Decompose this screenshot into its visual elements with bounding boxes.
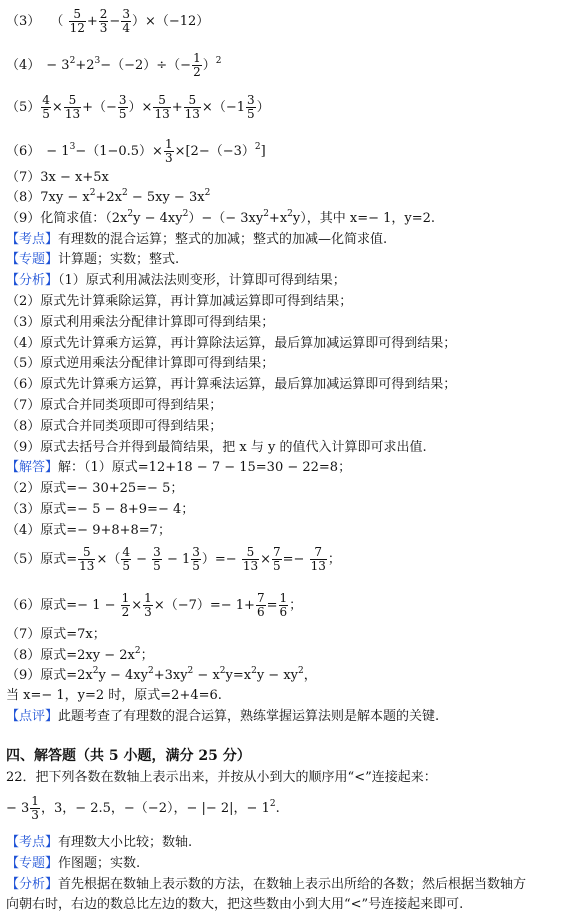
text-fragment: 7xy − x (40, 190, 90, 205)
answer-5 (6, 546, 341, 573)
text-fragment: ）−（− 3xy (188, 211, 264, 226)
answer-2: （2）原式=− 30+25=− 5； (6, 481, 184, 496)
text-fragment: （ (50, 14, 64, 29)
text-fragment: 2 (121, 188, 128, 198)
problem-4 (6, 52, 221, 79)
fenxi (6, 273, 346, 289)
text-fragment: 2 (298, 666, 304, 676)
analysis-line: （9）原式去括号合并得到最简结果，把 x 与 y 的值代入计算即可求出值. (6, 440, 427, 455)
text-fragment: ， (303, 668, 317, 683)
text-fragment: （7） (6, 170, 41, 185)
fraction (143, 592, 153, 619)
analysis-line: （2）原式先计算乘除运算，再计算加减运算即可得到结果； (6, 294, 353, 309)
problem-9 (6, 211, 435, 227)
text-fragment: +（− (82, 100, 117, 115)
text-fragment: 2 (263, 209, 269, 219)
text-fragment: 2 (219, 666, 226, 676)
text-fragment: 4 (122, 545, 130, 559)
text-fragment: ×[2−（−3） (174, 144, 255, 159)
text-fragment: （6）原式=− 1 − (6, 598, 120, 613)
analysis-line: （7）原式合并同类项即可得到结果； (6, 398, 223, 413)
problem-6 (6, 138, 266, 165)
answer-6 (6, 592, 302, 619)
text-fragment: 6 (256, 605, 265, 619)
fraction (41, 94, 51, 121)
text-fragment: y − 4xy (133, 211, 183, 226)
text-fragment: − (132, 552, 152, 567)
text-fragment: + (171, 100, 183, 115)
text-fragment: × (51, 100, 63, 115)
text-fragment: 首先根据在数轴上表示数的方法，在数轴上表示出所给的各数；然后根据当数轴方 (58, 877, 527, 892)
text-fragment: 5 (153, 94, 170, 108)
problem-8 (6, 190, 210, 206)
kaodian-tag: 【考点】 (6, 232, 59, 247)
text-fragment: = (266, 598, 278, 613)
text-fragment: 3 (122, 7, 130, 21)
text-fragment: ，3，− 2.5，−（−2），− |− 2|，− 1 (40, 801, 270, 816)
text-fragment: 12 (69, 21, 85, 35)
text-fragment: 6 (279, 605, 288, 619)
answer-7: （7）原式=7x； (6, 627, 106, 642)
text-fragment: 3 (31, 808, 39, 822)
text-fragment: ×（−7）=− 1+ (153, 598, 255, 613)
text-fragment: − 1 (46, 144, 70, 159)
fraction (152, 546, 162, 573)
text-fragment: 5 (242, 546, 259, 560)
text-fragment: ） (202, 58, 216, 73)
problem-3 (6, 8, 209, 35)
fenxi-2-cont: 向朝右时，右边的数总比左边的数大，把这些数由小到大用“<”号连接起来即可. (6, 897, 464, 912)
text-fragment: y − 4xy (98, 668, 148, 683)
analysis-line: （8）原式合并同类项即可得到结果； (6, 419, 223, 434)
text-fragment: （5） (6, 100, 41, 115)
text-fragment: 13 (184, 107, 200, 121)
dianping (6, 709, 439, 725)
text-fragment: 1 (121, 591, 130, 605)
text-fragment: 2 (147, 666, 154, 676)
text-fragment: （9） (6, 211, 41, 226)
text-fragment: 13 (64, 107, 81, 121)
text-fragment: （1）原式利用减法法则变形，计算即可得到结果； (58, 273, 346, 288)
text-fragment: 3 (99, 21, 108, 35)
text-fragment: 4 (42, 93, 50, 107)
text-fragment: （9）原式=2x (6, 668, 93, 683)
zhuanti-tag: 【专题】 (6, 252, 59, 267)
text-fragment: 3 (144, 605, 152, 619)
fraction (121, 546, 131, 573)
text-fragment: （8）原式=2xy − 2x (6, 648, 135, 663)
text-fragment: =− (282, 552, 309, 567)
text-fragment: 5 (78, 546, 95, 560)
fraction (78, 546, 95, 573)
text-fragment: + (86, 14, 98, 29)
text-fragment: ； (289, 598, 303, 613)
text-fragment: 2 (215, 56, 222, 66)
fraction (246, 94, 256, 121)
text-fragment: 5 (118, 107, 127, 121)
text-fragment: 3 (94, 56, 101, 66)
text-fragment: 5 (246, 107, 255, 121)
fraction (256, 592, 266, 619)
text-fragment: 3 (153, 545, 161, 559)
zhuanti-2 (6, 856, 140, 872)
text-fragment: − x (193, 668, 220, 683)
text-fragment: 2 (69, 56, 76, 66)
analysis-line: （4）原式先计算乘方运算，再计算除法运算，最后算加减运算即可得到结果； (6, 336, 457, 351)
text-fragment: 2 (193, 65, 201, 79)
text-fragment: ×（ (96, 552, 121, 567)
text-fragment: 有理数的混合运算；整式的加减；整式的加减—化简求值. (58, 232, 388, 247)
text-fragment: 3 (164, 151, 173, 165)
problem-22-numbers (6, 795, 280, 822)
answer-4: （4）原式=− 9+8+8=7； (6, 523, 171, 538)
text-fragment: 2 (89, 188, 96, 198)
text-fragment: − (109, 14, 121, 29)
text-fragment: （8） (6, 190, 41, 205)
text-fragment: +x (268, 211, 288, 226)
text-fragment: （4） (6, 58, 41, 73)
jieda-tag: 【解答】 (6, 460, 59, 475)
fraction (118, 94, 128, 121)
text-fragment: ； (140, 648, 154, 663)
text-fragment: （3） (6, 14, 41, 29)
text-fragment: × (260, 552, 271, 567)
text-fragment: 13 (242, 559, 259, 573)
text-fragment: − 3 (6, 801, 30, 816)
text-fragment: 2 (92, 666, 99, 676)
text-fragment: 7 (310, 546, 327, 560)
text-fragment: 5 (64, 94, 81, 108)
text-fragment: 2 (121, 605, 130, 619)
fraction (64, 94, 81, 121)
fraction (30, 795, 40, 822)
text-fragment: +2x (95, 190, 122, 205)
text-fragment: 7 (273, 545, 281, 559)
answer-8 (6, 648, 154, 664)
text-fragment: 5 (122, 559, 130, 573)
fraction (242, 546, 259, 573)
problem-22: 22．把下列各数在数轴上表示出来，并按从小到大的顺序用“<”连接起来： (6, 770, 437, 785)
zhuanti-tag: 【专题】 (6, 856, 59, 871)
text-fragment: 2 (187, 666, 194, 676)
fraction (153, 94, 170, 121)
text-fragment: y），其中 x=− 1，y=2. (292, 211, 436, 226)
text-fragment: 2 (269, 799, 276, 809)
fraction (69, 8, 86, 35)
text-fragment: ） (256, 100, 270, 115)
text-fragment: 5 (42, 107, 50, 121)
text-fragment: 1 (164, 137, 173, 151)
text-fragment: 1 (144, 591, 152, 605)
analysis-line: （3）原式利用乘法分配律计算即可得到结果； (6, 315, 275, 330)
text-fragment: 解：（1）原式=12+18 − 7 − 15=30 − 22=8； (58, 460, 352, 475)
fenxi-tag: 【分析】 (6, 877, 59, 892)
text-fragment: 2 (254, 142, 261, 152)
dianping-tag: 【点评】 (6, 709, 59, 724)
text-fragment: 5 (184, 94, 201, 108)
text-fragment: 1 (193, 51, 201, 65)
text-fragment: −（1−0.5）× (75, 144, 163, 159)
text-fragment: ）=− (201, 552, 241, 567)
answer-9-value: 当 x=− 1，y=2 时，原式=2+4=6. (6, 688, 222, 703)
fraction (184, 94, 201, 121)
text-fragment: 3 (118, 93, 127, 107)
zhuanti (6, 252, 179, 268)
text-fragment: 作图题；实数. (58, 856, 141, 871)
text-fragment: 3 (246, 93, 255, 107)
text-fragment: 此题考查了有理数的混合运算，熟练掌握运算法则是解本题的关键. (58, 709, 440, 724)
fenxi-tag: 【分析】 (6, 273, 59, 288)
analysis-line: （5）原式逆用乘法分配律计算即可得到结果； (6, 356, 275, 371)
problem-7 (6, 170, 109, 186)
text-fragment: ）×（−12） (131, 14, 210, 29)
text-fragment: 2 (134, 646, 141, 656)
text-fragment: 7 (256, 591, 265, 605)
text-fragment: 2 (287, 209, 293, 219)
answer-9 (6, 668, 317, 684)
text-fragment: y − xy (256, 668, 299, 683)
text-fragment: 2 (127, 209, 134, 219)
text-fragment: 13 (154, 107, 170, 121)
text-fragment: +2 (75, 58, 95, 73)
text-fragment: 5 (273, 559, 281, 573)
text-fragment: − 1 (162, 552, 191, 567)
section-heading: 四、解答题（共 5 小题，满分 25 分） (6, 748, 251, 764)
text-fragment: 2 (182, 209, 189, 219)
text-fragment: ] (260, 144, 266, 159)
text-fragment: 13 (79, 559, 95, 573)
problem-5 (6, 94, 270, 121)
text-fragment: 有理数大小比较；数轴. (58, 835, 193, 850)
text-fragment: 4 (122, 21, 130, 35)
text-fragment: ）× (128, 100, 153, 115)
jieda (6, 460, 351, 476)
text-fragment: 5 (153, 559, 161, 573)
text-fragment: 2 (204, 188, 211, 198)
kaodian-2 (6, 835, 192, 851)
text-fragment: 2 (99, 7, 108, 21)
analysis-line: （6）原式先计算乘方运算，再计算乘法运算，最后算加减运算即可得到结果； (6, 377, 457, 392)
text-fragment: 3 (69, 142, 76, 152)
text-fragment: （5）原式= (6, 552, 78, 567)
text-fragment: 5 (192, 559, 200, 573)
text-fragment: 计算题；实数；整式. (58, 252, 180, 267)
fenxi-2 (6, 877, 526, 893)
answer-3: （3）原式=− 5 − 8+9=− 4； (6, 502, 195, 517)
text-fragment: 2 (251, 666, 257, 676)
fraction (192, 52, 202, 79)
kaodian (6, 232, 387, 248)
fraction (121, 8, 131, 35)
text-fragment: 5 (69, 8, 86, 22)
kaodian-tag: 【考点】 (6, 835, 59, 850)
text-fragment: × (131, 598, 143, 613)
text-fragment: 13 (310, 559, 326, 573)
text-fragment: 3x − x+5x (40, 170, 109, 185)
text-fragment: 1 (31, 794, 39, 808)
fraction (164, 138, 174, 165)
text-fragment: 化简求值：（2x (40, 211, 128, 226)
fraction (279, 592, 289, 619)
text-fragment: ×（−1 (201, 100, 245, 115)
text-fragment: − 5xy − 3x (127, 190, 205, 205)
fraction (191, 546, 201, 573)
text-fragment: . (275, 801, 280, 816)
text-fragment: 3 (192, 545, 200, 559)
text-fragment: （6） (6, 144, 41, 159)
fraction (99, 8, 109, 35)
text-fragment: − 3 (46, 58, 70, 73)
fraction (121, 592, 131, 619)
text-fragment: −（−2）÷（− (100, 58, 192, 73)
text-fragment: 1 (279, 591, 288, 605)
fraction (272, 546, 282, 573)
text-fragment: ； (327, 552, 341, 567)
text-fragment: y=x (225, 668, 252, 683)
text-fragment: +3xy (153, 668, 188, 683)
fraction (310, 546, 327, 573)
